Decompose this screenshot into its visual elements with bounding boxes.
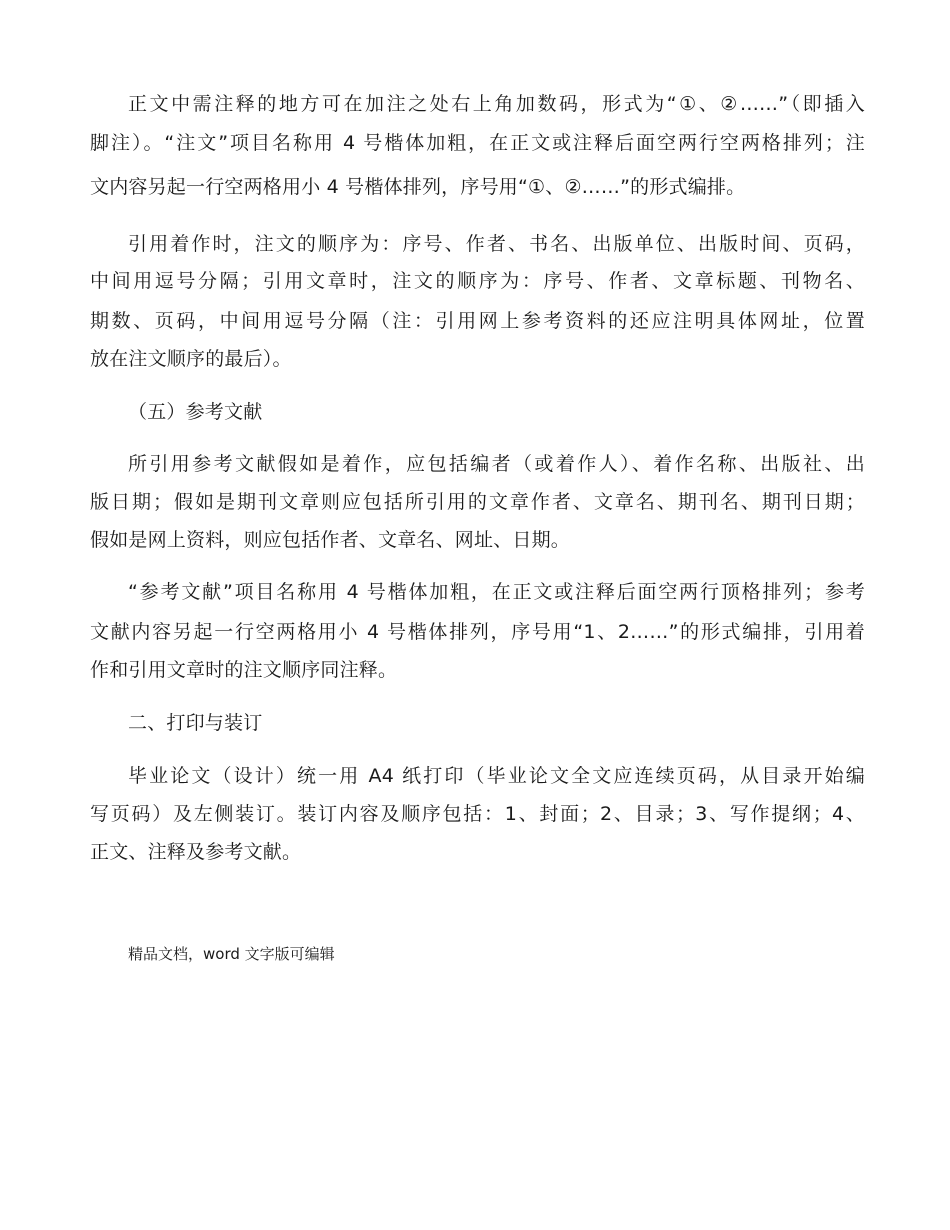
paragraph-line: “参考文献”项目名称用 4 号楷体加粗，在正文或注释后面空两行顶格排列；参考 (128, 581, 865, 603)
paragraph-line: 引用着作时，注文的顺序为：序号、作者、书名、出版单位、出版时间、页码， (128, 233, 865, 255)
paragraph-line: 版日期；假如是期刊文章则应包括所引用的文章作者、文章名、期刊名、期刊日期； (90, 491, 865, 513)
section-heading: （五）参考文献 (128, 401, 263, 423)
paragraph-line: 作和引用文章时的注文顺序同注释。 (90, 659, 398, 681)
footer-note: 精品文档，word 文字版可编辑 (128, 945, 335, 963)
section-heading: 二、打印与装订 (128, 712, 263, 734)
paragraph-line: 放在注文顺序的最后）。 (90, 348, 292, 370)
paragraph-line: 写页码）及左侧装订。装订内容及顺序包括：1、封面；2、目录；3、写作提纲；4、 (90, 803, 865, 825)
paragraph-line: 所引用参考文献假如是着作，应包括编者（或着作人）、着作名称、出版社、出 (128, 453, 865, 475)
paragraph-line: 假如是网上资料，则应包括作者、文章名、网址、日期。 (90, 529, 571, 551)
paragraph-line: 毕业论文（设计）统一用 A4 纸打印（毕业论文全文应连续页码，从目录开始编 (128, 765, 865, 787)
paragraph-line: 正文中需注释的地方可在加注之处右上角加数码，形式为“①、②……”（即插入 (128, 93, 865, 115)
paragraph-line: 期数、页码，中间用逗号分隔（注：引用网上参考资料的还应注明具体网址，位置 (90, 310, 865, 332)
paragraph-line: 文献内容另起一行空两格用小 4 号楷体排列，序号用“1、2……”的形式编排，引用着 (90, 621, 865, 643)
paragraph-line: 文内容另起一行空两格用小 4 号楷体排列，序号用“①、②……”的形式编排。 (90, 176, 746, 198)
paragraph-line: 中间用逗号分隔；引用文章时，注文的顺序为：序号、作者、文章标题、刊物名、 (90, 270, 865, 292)
paragraph-line: 脚注）。“注文”项目名称用 4 号楷体加粗，在正文或注释后面空两行空两格排列；注 (90, 132, 865, 154)
paragraph-line: 正文、注释及参考文献。 (90, 841, 302, 863)
